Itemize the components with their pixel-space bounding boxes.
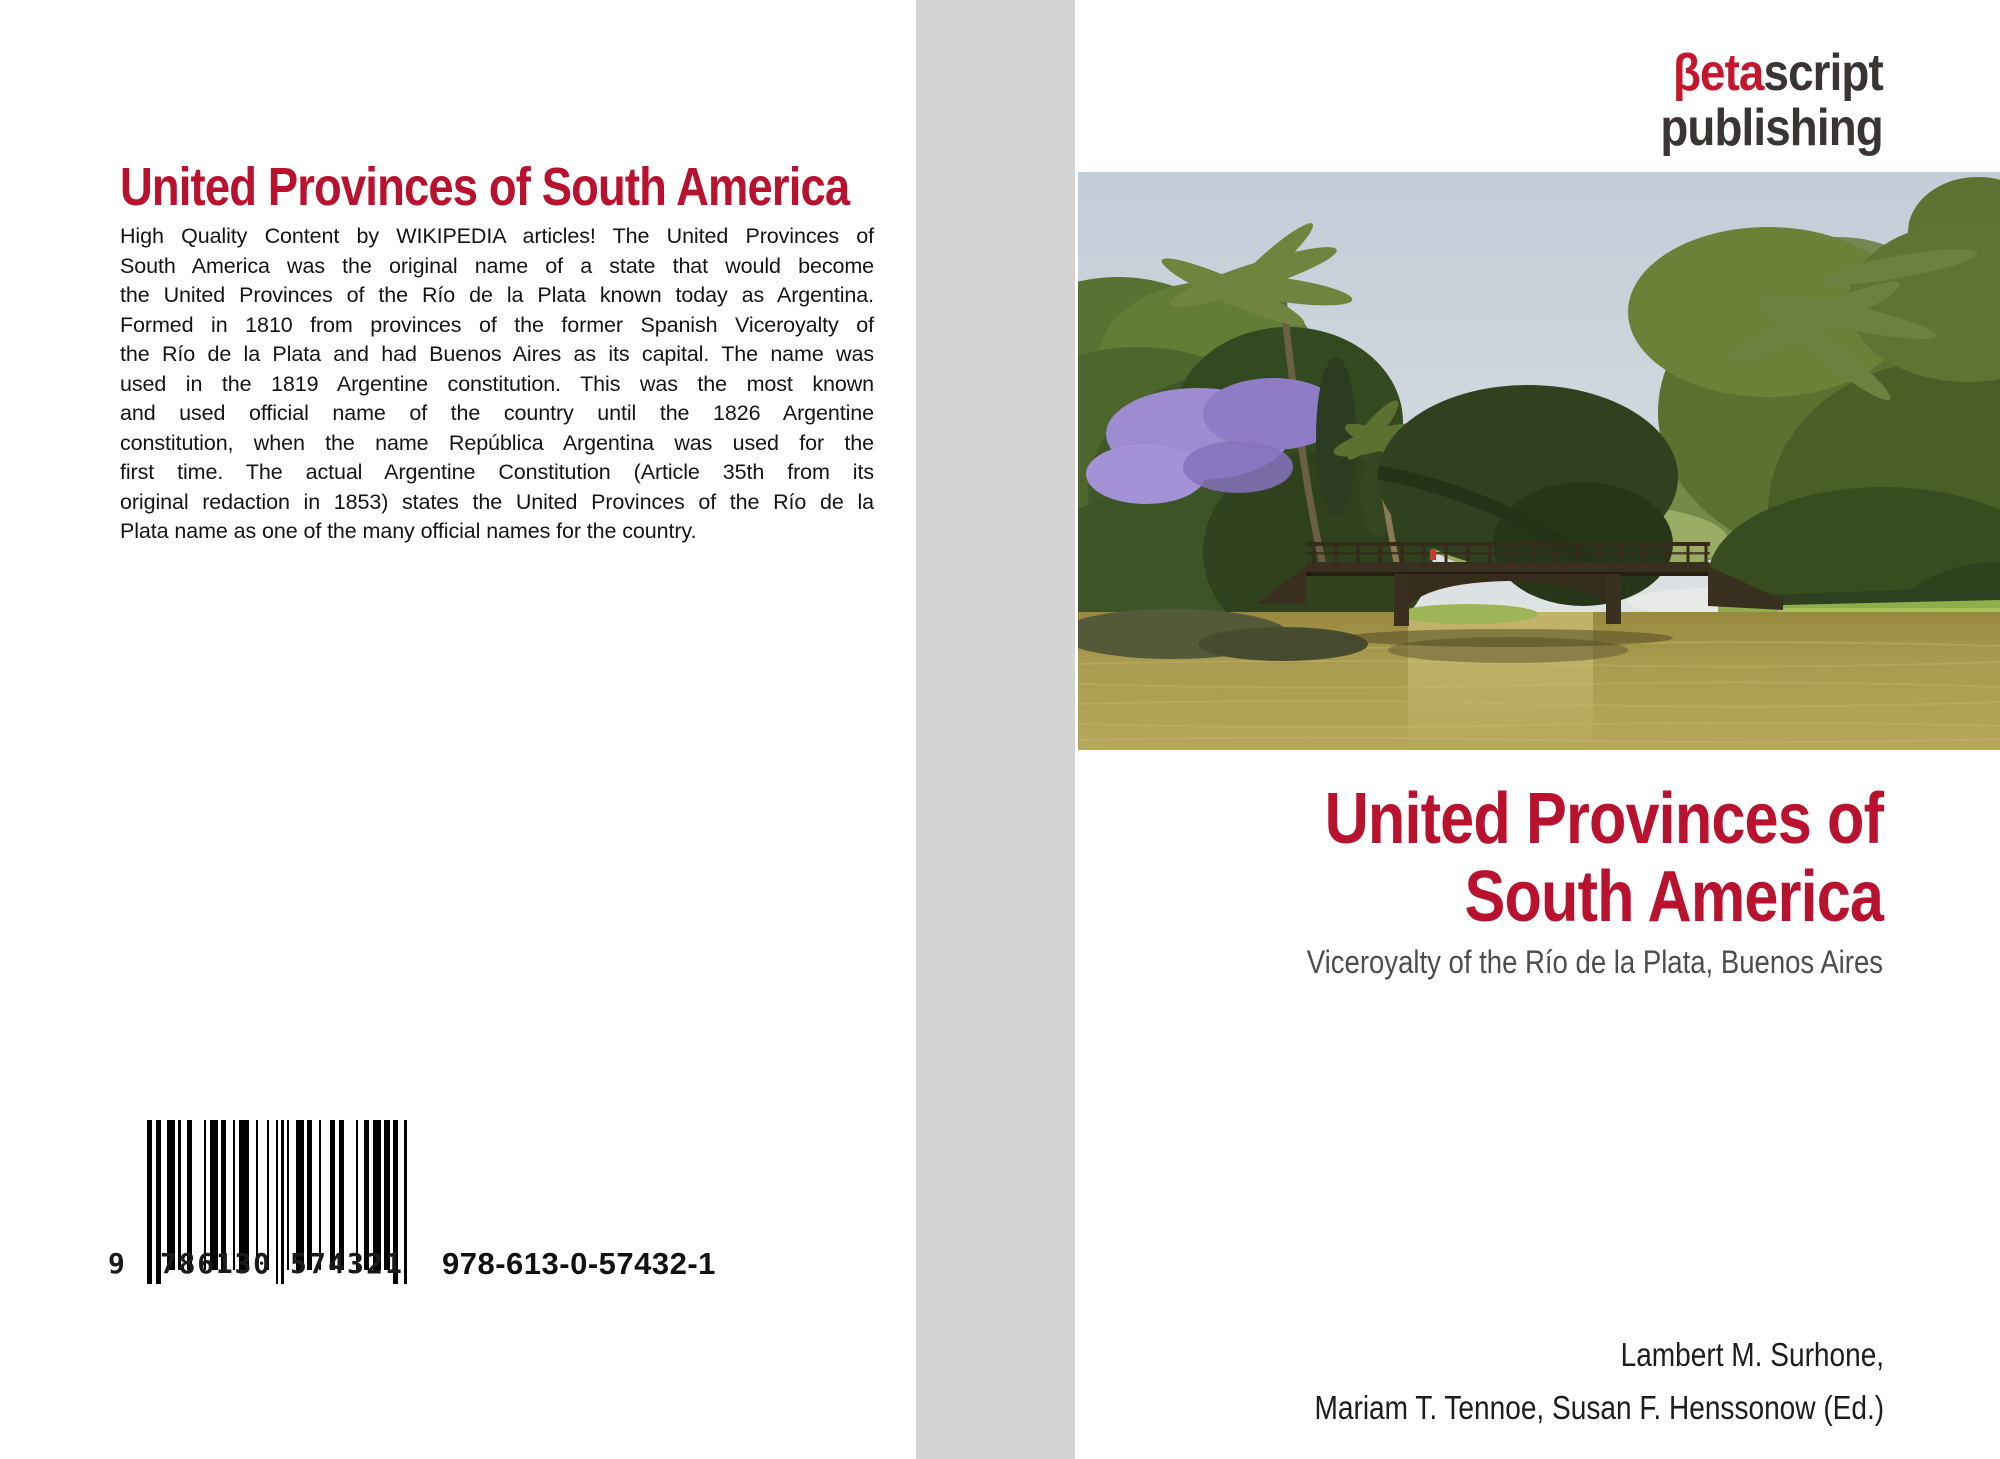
barcode-digit-left: 9 (108, 1247, 125, 1280)
barcode-digit: 4 (328, 1247, 345, 1280)
publisher-logo (1660, 46, 1883, 156)
description-line: original redaction in 1853) states the United Provinces of the Río de la (120, 489, 874, 514)
barcode-digit: 3 (347, 1247, 364, 1280)
description-line: first time. The actual Argentine Constitution (Article 35th from its (120, 460, 874, 484)
back-cover-title: United Provinces of South America (120, 157, 850, 217)
authors-line2: Mariam T. Tennoe, Susan F. Henssonow (Ed.) (1314, 1389, 1884, 1426)
barcode-digit: 7 (160, 1247, 177, 1280)
barcode-digit: 8 (178, 1247, 196, 1280)
barcode-digit: 2 (366, 1247, 383, 1280)
front-title-line2: South America (1464, 857, 1883, 937)
barcode-digits-group1 (160, 1247, 270, 1280)
back-cover-page (0, 0, 916, 1459)
front-cover-title (1324, 780, 1883, 936)
barcode-digit: 1 (385, 1247, 402, 1280)
barcode-bar (404, 1120, 406, 1284)
barcode-digits-group2 (290, 1247, 402, 1280)
barcode-digit: 3 (234, 1247, 252, 1280)
barcode-digit: 5 (290, 1247, 307, 1280)
front-title-line1: United Provinces of (1324, 779, 1883, 859)
person-on-bridge (1430, 549, 1436, 560)
barcode-bar (281, 1120, 283, 1284)
description-line: and used official name of the country until the 1826 Argentine (120, 401, 874, 425)
logo-script-text: script (1763, 44, 1883, 102)
description-line: the United Provinces of the Río de la Plata known today as Argentina. (120, 283, 874, 307)
logo-publishing-text: publishing (1660, 99, 1883, 157)
description-line: Plata name as one of the many official names for the country. (120, 519, 697, 543)
barcode-digit: 6 (197, 1247, 215, 1280)
authors (1314, 1328, 1884, 1434)
barcode-digit: 0 (253, 1247, 270, 1280)
cover-photo-park-bridge (1078, 172, 2000, 750)
barcode-bar (276, 1120, 278, 1284)
description-line: High Quality Content by WIKIPEDIA articles! The United Provinces of (120, 224, 874, 248)
book-spine (916, 0, 1075, 1459)
logo-beta-text: βeta (1673, 44, 1764, 102)
isbn-number: 978-613-0-57432-1 (442, 1246, 716, 1281)
park-scene-illustration (1078, 172, 2000, 750)
authors-line1: Lambert M. Surhone, (1620, 1336, 1884, 1373)
barcode-digit: 7 (309, 1247, 326, 1280)
back-cover-description (120, 222, 874, 547)
publisher-logo-line1 (1660, 46, 1883, 101)
front-cover-subtitle: Viceroyalty of the Río de la Plata, Buenos Aires (1306, 944, 1883, 980)
description-line: Formed in 1810 from provinces of the former Spanish Viceroyalty of (120, 312, 874, 337)
description-line: constitution, when the name República Argentina was used for the (120, 430, 874, 455)
description-line: used in the 1819 Argentine constitution. This was the most known (120, 371, 874, 396)
description-line: South America was the original name of a state that would become (120, 253, 874, 278)
description-line: the Río de la Plata and had Buenos Aires as its capital. The name was (120, 342, 874, 366)
barcode-digit: 1 (215, 1247, 233, 1280)
barcode-bar (147, 1120, 152, 1284)
